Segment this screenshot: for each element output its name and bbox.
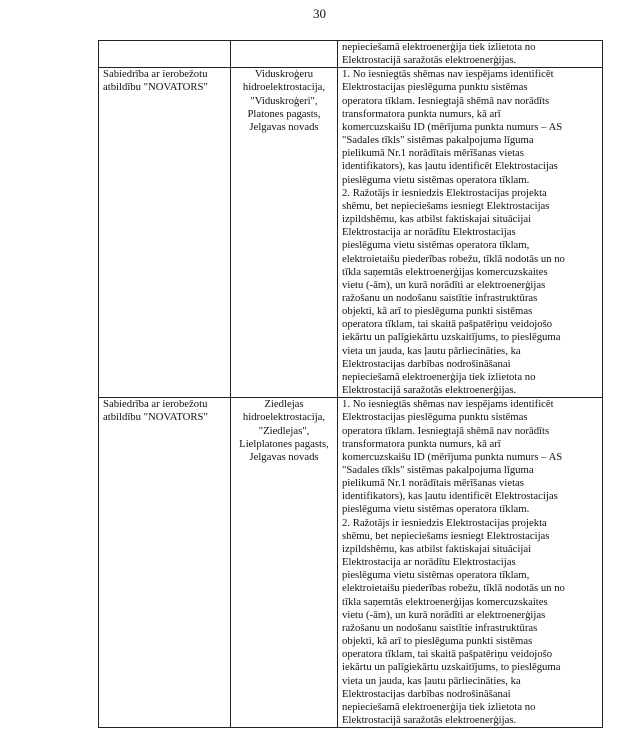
facility-line: Ziedlejas: [264, 398, 304, 411]
page-number: 30: [313, 6, 326, 21]
facility-line: Jelgavas novads: [249, 120, 319, 133]
notes-line: iekārtu un palīgiekārtu uzskaitījums, to pieslēguma: [342, 331, 561, 344]
notes-line: 2. Ražotājs ir iesniedzis Elektrostacijas projekta: [342, 186, 547, 199]
notes-line: shēmu, bet nepieciešams iesniegt Elektrostacijas: [342, 529, 550, 542]
notes-line: elektroietaišu piederības robežu, tīklā nodotās un no: [342, 252, 565, 265]
notes-line: nepieciešamā elektroenerģija tiek izlietota no: [342, 41, 536, 53]
notes-line: objekti, kā arī to pieslēguma punkti sistēmas: [342, 305, 533, 318]
notes-line: tīkla saņemtās elektroenerģijas komercuzskaites: [342, 595, 548, 608]
notes-line: Elektrostacijas darbības nodrošināšanai: [342, 357, 511, 370]
notes-line: pieslēguma vietu sistēmas operatora tīklam.: [342, 503, 530, 516]
table-row: [99, 398, 603, 728]
facility-line: "Ziedlejas",: [258, 424, 310, 437]
notes-line: operatora tīklam. Iesniegtajā shēmā nav norādīts: [342, 424, 550, 437]
notes-line: operatora tīklam, tai skaitā pašpatēriņu veidojošo: [342, 648, 553, 661]
notes-line: komercuzskaišu ID (mērījuma punkta numurs – AS: [342, 450, 563, 463]
facility-line: Jelgavas novads: [249, 450, 319, 463]
facility-line: hidroelektrostacija,: [242, 81, 326, 94]
table-row: [99, 68, 603, 398]
notes-line: shēmu, bet nepieciešams iesniegt Elektrostacijas: [342, 199, 550, 212]
notes-line: 2. Ražotājs ir iesniedzis Elektrostacijas projekta: [342, 516, 547, 529]
notes-line: izpildshēmu, kas atbilst faktiskajai situācijai: [342, 542, 532, 555]
notes-line: pielikumā Nr.1 norādītais mērīšanas vietas: [342, 147, 524, 160]
company-line: Sabiedrība ar ierobežotu: [103, 68, 208, 81]
notes-line: transformatora punkta numurs, kā arī: [342, 437, 501, 450]
notes-line: pieslēguma vietu sistēmas operatora tīklam,: [342, 569, 530, 582]
notes-line: Elektrostacijas darbības nodrošināšanai: [342, 687, 511, 700]
notes-line: Elektrostacijā saražotās elektroenerģijas.: [342, 384, 517, 397]
notes-cell: [338, 68, 603, 398]
facility-line: Viduskroģeru: [254, 68, 314, 81]
notes-cell: [338, 398, 603, 728]
notes-line: iekārtu un palīgiekārtu uzskaitījums, to pieslēguma: [342, 661, 561, 674]
notes-line: ražošanu un nodošanu saistītie infrastruktūras: [342, 291, 538, 304]
notes-line: Elektrostacijā saražotās elektroenerģijas.: [342, 54, 517, 67]
notes-line: vietu (-ām), un kurā norādīti ar elektroenerģijas: [342, 278, 546, 291]
notes-line: elektroietaišu piederības robežu, tīklā nodotās un no: [342, 582, 565, 595]
notes-line: objekti, kā arī to pieslēguma punkti sistēmas: [342, 635, 533, 648]
notes-line: Elektrostacija ar norādītu Elektrostacijas: [342, 556, 516, 569]
notes-line: Elektrostacijā saražotās elektroenerģijas.: [342, 713, 517, 726]
table-row: [99, 41, 603, 68]
facility-cell: [231, 41, 338, 68]
facility-line: "Viduskroģeri",: [250, 94, 318, 107]
notes-line: pieslēguma vietu sistēmas operatora tīklam.: [342, 173, 530, 186]
notes-line: izpildshēmu, kas atbilst faktiskajai situācijai: [342, 213, 532, 226]
facility-cell: [231, 68, 338, 398]
notes-line: komercuzskaišu ID (mērījuma punkta numurs – AS: [342, 120, 563, 133]
notes-line: nepieciešamā elektroenerģija tiek izlietota no: [342, 700, 536, 713]
company-line: atbildību "NOVATORS": [103, 411, 208, 424]
facility-cell: [231, 398, 338, 728]
notes-line: vietu (-ām), un kurā norādīti ar elektroenerģijas: [342, 608, 546, 621]
notes-line: transformatora punkta numurs, kā arī: [342, 107, 501, 120]
notes-cell: [338, 41, 603, 68]
notes-line: "Sadales tīkls" sistēmas pakalpojuma līguma: [342, 134, 534, 147]
company-cell: [99, 68, 231, 398]
document-table: [98, 40, 603, 728]
facility-line: Lielplatones pagasts,: [239, 437, 329, 450]
notes-line: operatora tīklam, tai skaitā pašpatēriņu veidojošo: [342, 318, 553, 331]
company-line: Sabiedrība ar ierobežotu: [103, 398, 208, 411]
notes-line: pielikumā Nr.1 norādītais mērīšanas vietas: [342, 477, 524, 490]
notes-line: vieta un jauda, kas ļautu pārliecināties, ka: [342, 344, 521, 357]
company-cell: [99, 398, 231, 728]
notes-line: "Sadales tīkls" sistēmas pakalpojuma līguma: [342, 464, 534, 476]
notes-line: operatora tīklam. Iesniegtajā shēmā nav norādīts: [342, 94, 550, 107]
notes-line: 1. No iesniegtās shēmas nav iespējams identificēt: [342, 398, 554, 411]
notes-line: Elektrostacijas pieslēguma punktu sistēmas: [342, 411, 528, 424]
notes-line: tīkla saņemtās elektroenerģijas komercuzskaites: [342, 265, 548, 278]
notes-line: nepieciešamā elektroenerģija tiek izlietota no: [342, 370, 536, 383]
notes-line: identifikators), kas ļautu identificēt Elektrostacijas: [342, 160, 558, 173]
facility-line: Platones pagasts,: [247, 107, 321, 120]
notes-line: Elektrostacija ar norādītu Elektrostacijas: [342, 226, 516, 239]
notes-line: pieslēguma vietu sistēmas operatora tīklam,: [342, 239, 530, 252]
notes-line: ražošanu un nodošanu saistītie infrastruktūras: [342, 621, 538, 634]
notes-line: identifikators), kas ļautu identificēt Elektrostacijas: [342, 490, 558, 503]
notes-line: 1. No iesniegtās shēmas nav iespējams identificēt: [342, 68, 554, 81]
company-line: atbildību "NOVATORS": [103, 81, 208, 94]
notes-line: vieta un jauda, kas ļautu pārliecināties, ka: [342, 674, 521, 687]
notes-line: Elektrostacijas pieslēguma punktu sistēmas: [342, 81, 528, 94]
facility-line: hidroelektrostacija,: [242, 411, 326, 424]
company-cell: [99, 41, 231, 68]
